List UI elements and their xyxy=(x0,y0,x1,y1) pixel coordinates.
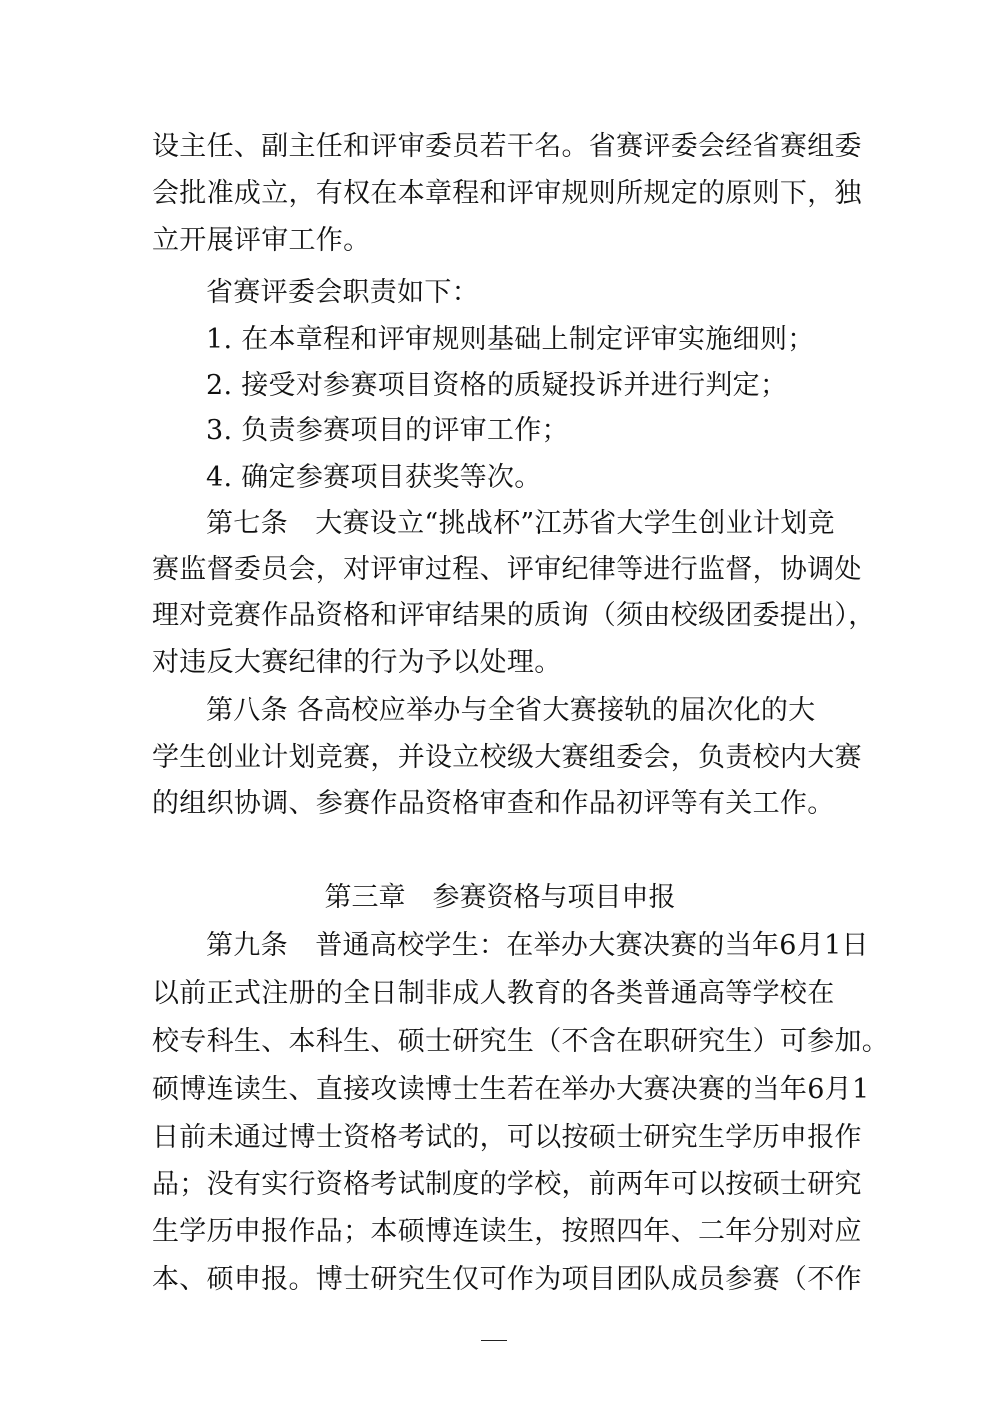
article-7-line: 赛监督委员会，对评审过程、评审纪律等进行监督，协调处 xyxy=(152,554,862,585)
article-9-line: 生学历申报作品；本硕博连读生，按照四年、二年分别对应 xyxy=(152,1216,862,1247)
list-item: 1. 在本章程和评审规则基础上制定评审实施细则； xyxy=(206,324,815,355)
list-item: 2. 接受对参赛项目资格的质疑投诉并进行判定； xyxy=(206,370,788,401)
article-9-line: 校专科生、本科生、硕士研究生（不含在职研究生）可参加。 xyxy=(152,1026,890,1057)
page-footer-dash xyxy=(481,1340,507,1341)
article-9-line: 第九条 普通高校学生：在举办大赛决赛的当年6月1日 xyxy=(206,930,869,961)
article-9-line: 硕博连读生、直接攻读博士生若在举办大赛决赛的当年6月1 xyxy=(152,1074,870,1105)
paragraph-line: 省赛评委会职责如下： xyxy=(206,277,479,308)
article-8-line: 第八条 各高校应举办与全省大赛接轨的届次化的大 xyxy=(206,695,816,726)
paragraph-line: 立开展评审工作。 xyxy=(152,225,371,256)
article-9-line: 本、硕申报。博士研究生仅可作为项目团队成员参赛（不作 xyxy=(152,1264,862,1295)
article-9-line: 品；没有实行资格考试制度的学校，前两年可以按硕士研究 xyxy=(152,1169,862,1200)
paragraph-line: 会批准成立，有权在本章程和评审规则所规定的原则下，独 xyxy=(152,178,862,209)
article-8-line: 学生创业计划竞赛，并设立校级大赛组委会，负责校内大赛 xyxy=(152,742,862,773)
paragraph-line: 设主任、副主任和评审委员若干名。省赛评委会经省赛组委 xyxy=(152,131,862,162)
article-9-line: 日前未通过博士资格考试的，可以按硕士研究生学历申报作 xyxy=(152,1122,862,1153)
article-9-line: 以前正式注册的全日制非成人教育的各类普通高等学校在 xyxy=(152,978,835,1009)
article-7-line: 理对竞赛作品资格和评审结果的质询（须由校级团委提出）， xyxy=(152,600,876,631)
list-item: 3. 负责参赛项目的评审工作； xyxy=(206,415,569,446)
article-7-line: 第七条 大赛设立“挑战杯”江苏省大学生创业计划竞 xyxy=(206,508,835,539)
article-7-line: 对违反大赛纪律的行为予以处理。 xyxy=(152,647,562,678)
chapter-heading: 第三章 参赛资格与项目申报 xyxy=(324,882,676,913)
article-8-line: 的组织协调、参赛作品资格审查和作品初评等有关工作。 xyxy=(152,788,835,819)
list-item: 4. 确定参赛项目获奖等次。 xyxy=(206,462,542,493)
